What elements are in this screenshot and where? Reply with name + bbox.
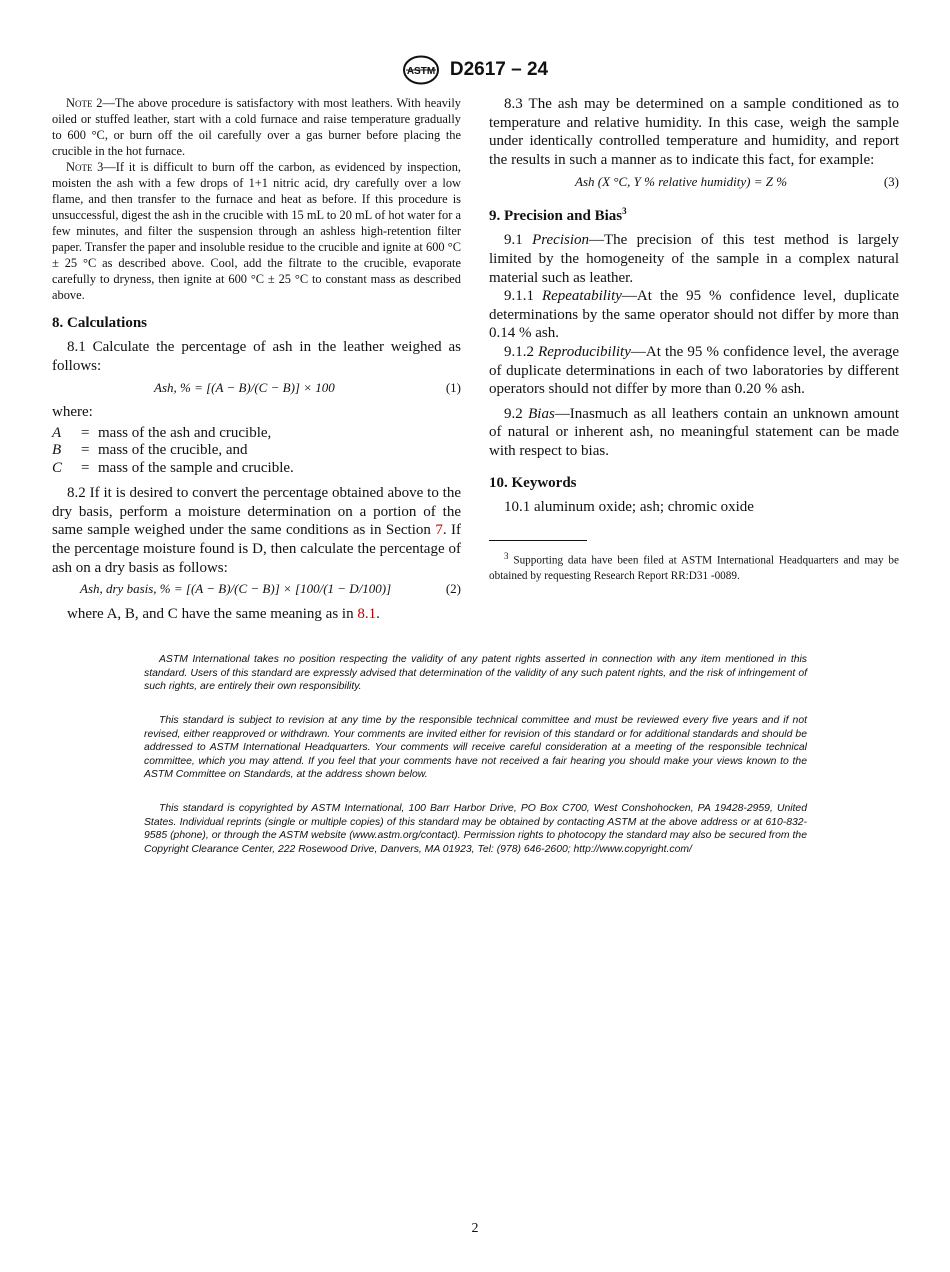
equation-1 [52, 380, 461, 400]
para-9-1: 9.1 Precision—The precision of this test method is largely limited by the homogeneity of the sample in a complex natural material such as leather. [489, 232, 899, 286]
section-9-heading: 9. Precision and Bias$^3$ [489, 206, 627, 225]
note-3: Note 3—If it is difficult to burn off the carbon, as evidenced by inspection, moisten the ash with a few drops of 1+1 nitric acid, dry carefully over a low flame, and then transfer to the furnace and heat as before. If this procedure is unsuccessful, digest the ash in the crucible with 15 mL to 20 mL of hot water for a few minutes, and filter the suspension through an ashless high-retention filter paper. Transfer the paper and insoluble residue to the crucible and ignite at 600 °C ± 25 °C as described above. Cool, add the filtrate to the crucible, evaporate carefully to dryness, then ignite at 600 °C ± 25 °C to constant mass as described above. [52, 160, 461, 302]
equation-1-number: (1) [445, 380, 461, 396]
para-8-2: 8.2 If it is desired to convert the percentage obtained above to the dry basis, perform a moisture determination on a portion of the same sample weighed under the same conditions as in Section 7. If the percentage moisture found is D, then calculate the percentage of ash on a dry basis as follows: [52, 485, 461, 576]
para-8-1: 8.1 Calculate the percentage of ash in the leather weighed as follows: [52, 339, 461, 374]
document-designation: D2617 – 24 [449, 59, 549, 80]
variable-list [52, 425, 461, 478]
legal-patent-notice: ASTM International takes no position respecting the validity of any patent rights asserted in connection with any item mentioned in this standard. Users of this standard are expressly advised that determination of the validity of any such patent rights, and the risk of infringement of such rights, are entirely their own responsibility. [144, 654, 807, 693]
where-2: where A, B, and C have the same meaning as in 8.1. [67, 606, 380, 623]
note-2: Note 2—The above procedure is satisfactory with most leathers. With heavily oiled or stuffed leather, start with a cold furnace and raise temperature gradually to 600 °C, or burn off the oil carefully over a gas burner before placing the crucible in the hot furnace. [52, 96, 461, 158]
right-column [489, 95, 899, 584]
legal-revision-notice: This standard is subject to revision at any time by the responsible technical committee and must be reviewed every five years and if not revised, either reapproved or withdrawn. Your comments are invited either for revision of this standard or for additional standards and should be addressed to ASTM International Headquarters. Your comments will receive careful consideration at a meeting of the responsible technical committee, which you may attend. If you feel that your comments have not received a fair hearing you should make your views known to the ASTM Committee on Standards, at the address shown below. [144, 715, 807, 781]
para-9-1-1: 9.1.1 Repeatability—At the 95 % confidence level, duplicate determinations by the same operator should not differ by more than 0.14 % ash. [489, 288, 899, 342]
svg-text:ASTM: ASTM [406, 66, 436, 77]
equation-3 [489, 174, 899, 194]
equation-1-body: Ash, % = [(A − B)/(C − B)] × 100 [154, 380, 335, 396]
section-8-heading: 8. Calculations [52, 315, 148, 331]
variable-item: C = mass of the sample and crucible. [52, 459, 294, 476]
left-column [52, 95, 461, 624]
footnote-rule [489, 540, 587, 541]
equation-2 [52, 581, 461, 601]
para-9-2: 9.2 Bias—Inasmuch as all leathers contain an unknown amount of natural or inherent ash, no meaningful statement can be made with respect to bias. [489, 405, 899, 459]
para-9-1-2: 9.1.2 Reproducibility—At the 95 % confidence level, the average of duplicate determinations in each of two laboratories by different operators should not differ by more than 0.20 % ash. [489, 343, 900, 398]
variable-item: B = mass of the crucible, and [52, 442, 248, 459]
footnote-3: $^3$ Supporting data have been filed at ASTM International Headquarters and may be obtained by requesting Research Report RR:D31 -0089. [489, 551, 899, 582]
equation-2-body: Ash, dry basis, % = [(A − B)/(C − B)] × [100/(1 − D/100)] [80, 581, 392, 597]
page-header [0, 55, 950, 85]
astm-logo-icon [402, 55, 440, 85]
section-7-link[interactable]: 7 [435, 522, 443, 539]
para-8-3: 8.3 The ash may be determined on a sample conditioned as to temperature and relative humidity. In this case, weigh the sample under identically controlled temperature and humidity, and report the results in such a manner as to indicate this fact, for example: [489, 96, 899, 168]
equation-2-number: (2) [445, 581, 461, 597]
equation-3-body: Ash (X °C, Y % relative humidity) = Z % [575, 174, 788, 190]
para-10-1: 10.1 aluminum oxide; ash; chromic oxide [504, 498, 754, 515]
variable-item: A = mass of the ash and crucible, [52, 424, 272, 441]
where-label: where: [52, 404, 93, 421]
equation-3-number: (3) [883, 174, 899, 190]
legal-copyright-notice: This standard is copyrighted by ASTM International, 100 Barr Harbor Drive, PO Box C700, West Conshohocken, PA 19428-2959, United States. Individual reprints (single or multiple copies) of this standard may be obtained by contacting ASTM at the above address or at 610-832-9585 (phone), or through the ASTM website (www.astm.org/contact). Permission rights to photocopy the standard may also be secured from the Copyright Clearance Center, 222 Rosewood Drive, Danvers, MA 01923, Tel: (978) 646-2600; http://www.copyright.com/ [144, 803, 807, 855]
section-10-heading: 10. Keywords [489, 474, 577, 491]
section-8-1-link[interactable]: 8.1 [357, 606, 377, 623]
page-number: 2 [471, 1221, 479, 1236]
